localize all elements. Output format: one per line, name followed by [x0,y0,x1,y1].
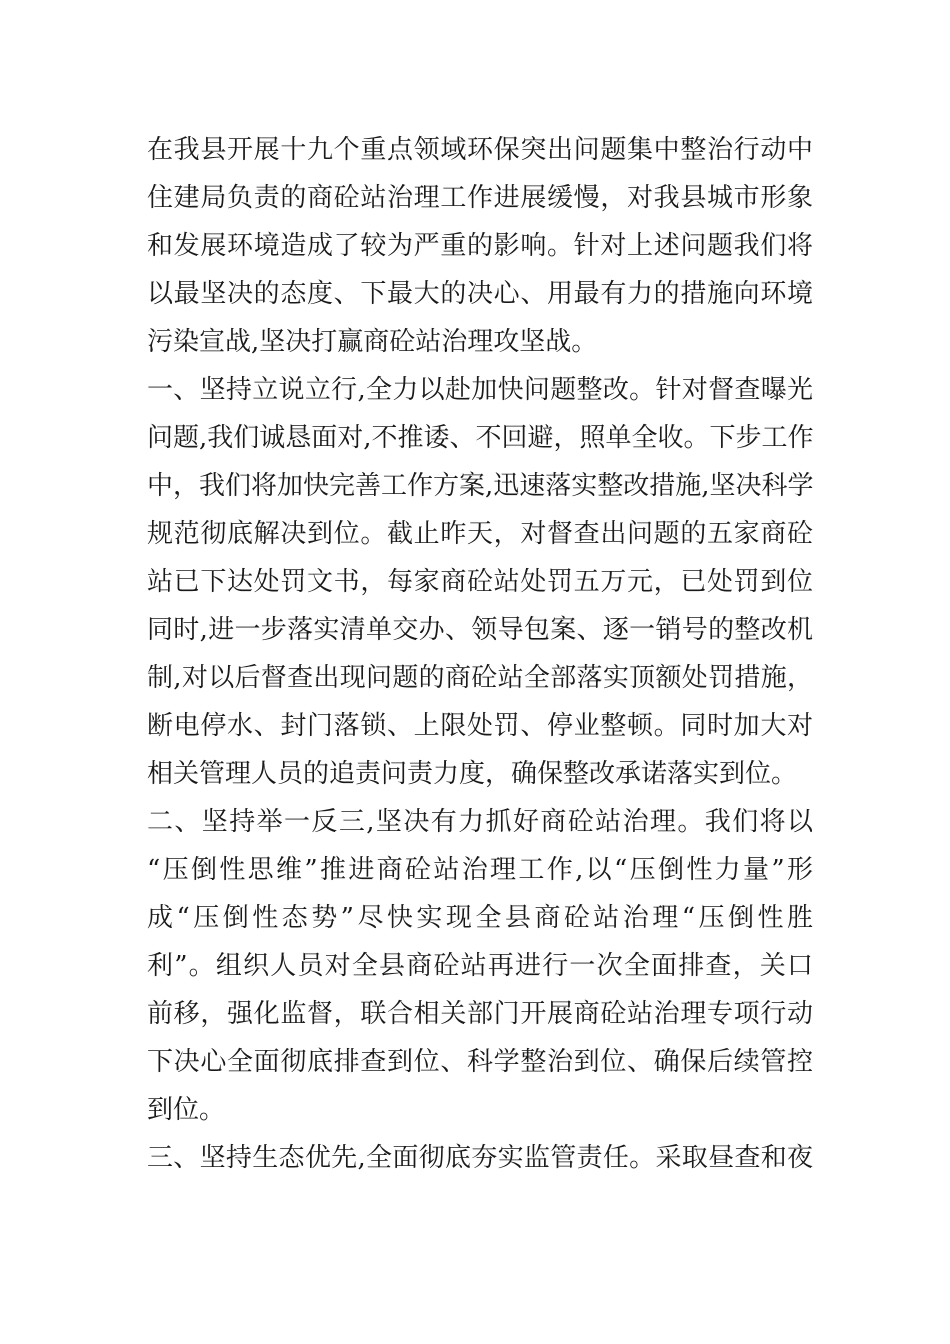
text-line: 规范彻底解决到位。截止昨天，对督查出问题的五家商砼 [147,519,813,549]
text-line: 住建局负责的商砼站治理工作进展缓慢，对我县城市形象 [147,183,813,213]
text-line: 污染宣战,坚决打赢商砼站治理攻坚战。 [147,327,598,357]
text-line: 在我县开展十九个重点领域环保突出问题集中整治行动中 [147,135,813,165]
text-line: 相关管理人员的追责问责力度，确保整改承诺落实到位。 [147,759,798,789]
text-line: 制,对以后督查出现问题的商砼站全部落实顶额处罚措施， [147,663,813,693]
text-line: 前移，强化监督，联合相关部门开展商砼站治理专项行动 [147,999,813,1029]
text-line: 二、坚持举一反三,坚决有力抓好商砼站治理。我们将以 [147,807,813,837]
text-line: 同时,进一步落实清单交办、领导包案、逐一销号的整改机 [147,615,813,645]
text-line: 下决心全面彻底排查到位、科学整治到位、确保后续管控 [147,1047,813,1077]
text-line: 站已下达处罚文书，每家商砼站处罚五万元，已处罚到位 [147,567,813,597]
text-line: 利”。组织人员对全县商砼站再进行一次全面排查，关口 [147,951,813,981]
text-line: 问题,我们诚恳面对,不推诿、不回避，照单全收。下步工作 [147,423,814,453]
text-line: 到位。 [147,1095,226,1125]
text-line: 一、坚持立说立行,全力以赴加快问题整改。针对督查曝光 [147,375,813,405]
text-line: 以最坚决的态度、下最大的决心、用最有力的措施向环境 [147,279,813,309]
text-line: 中，我们将加快完善工作方案,迅速落实整改措施,坚决科学 [147,471,814,501]
text-line: 和发展环境造成了较为严重的影响。针对上述问题我们将 [147,231,813,261]
text-line: 成“压倒性态势”尽快实现全县商砼站治理“压倒性胜 [147,903,813,933]
text-line: 断电停水、封门落锁、上限处罚、停业整顿。同时加大对 [147,711,813,741]
text-line: 三、坚持生态优先,全面彻底夯实监管责任。采取昼查和夜 [147,1143,813,1173]
text-line: “压倒性思维”推进商砼站治理工作,以“压倒性力量”形 [147,855,813,885]
